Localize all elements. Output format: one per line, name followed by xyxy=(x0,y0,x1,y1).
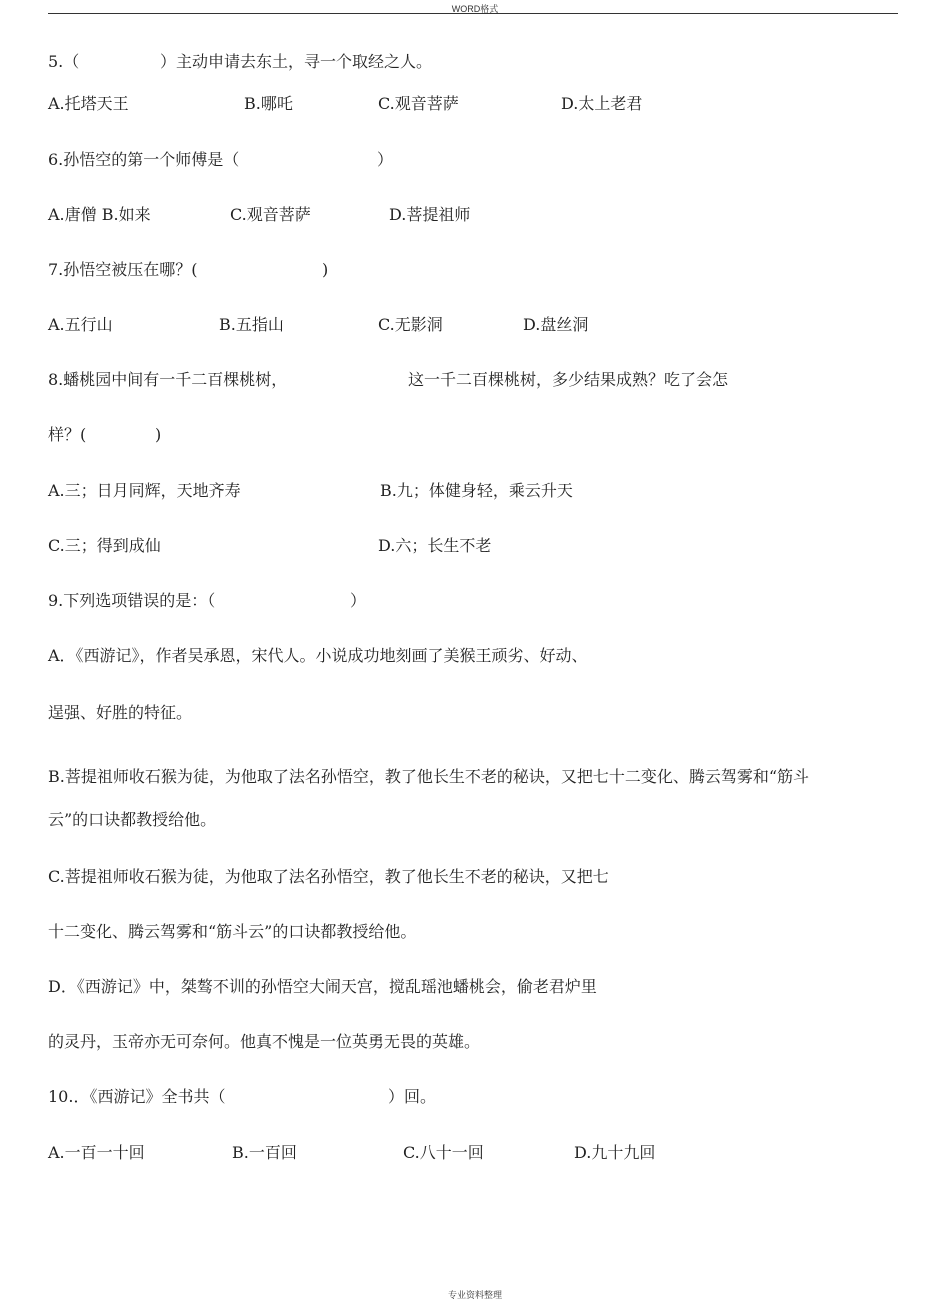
q10-option-b: B.一百回 xyxy=(232,1143,297,1162)
q9-option-d-line1: D．《西游记》中，桀骜不训的孙悟空大闹天宫，搅乱瑶池蟠桃会，偷老君炉里 xyxy=(48,977,597,996)
q8-option-b: B.九；体健身轻，乘云升天 xyxy=(380,481,573,500)
q8-stem-part1: 8.蟠桃园中间有一千二百棵桃树， xyxy=(48,370,288,389)
q8-option-a: A.三；日月同辉，天地齐寿 xyxy=(48,481,241,500)
q8-option-c: C.三；得到成仙 xyxy=(48,536,161,555)
q6-option-ab: A.唐僧 B.如来 xyxy=(48,205,151,224)
q7-option-d: D.盘丝洞 xyxy=(523,315,589,334)
q9-option-c-line2: 十二变化、腾云驾雾和“筋斗云”的口诀都教授给他。 xyxy=(48,922,417,941)
q8-option-d: D.六；长生不老 xyxy=(378,536,492,555)
q5-stem-end: ）主动申请去东土，寻一个取经之人。 xyxy=(160,52,433,71)
q8-stem-part4: ) xyxy=(155,425,162,444)
header-rule xyxy=(48,13,898,14)
q10-option-c: C.八十一回 xyxy=(403,1143,484,1162)
q9-stem-end: ） xyxy=(350,591,367,610)
q10-stem-end: ）回。 xyxy=(388,1087,437,1106)
q7-option-c: C.无影洞 xyxy=(378,315,443,334)
page-footer: 专业资料整理 xyxy=(447,1291,502,1301)
q9-option-c-line1: C.菩提祖师收石猴为徒，为他取了法名孙悟空，教了他长生不老的秘诀，又把七 xyxy=(48,867,609,886)
q9-option-b-line2: 云”的口诀都教授给他。 xyxy=(48,810,217,829)
q9-option-a-line1: A．《西游记》，作者吴承恩，宋代人。小说成功地刻画了美猴王顽劣、好动、 xyxy=(48,646,588,665)
q10-option-a: A.一百一十回 xyxy=(48,1143,145,1162)
q9-option-b-line1: B.菩提祖师收石猴为徒，为他取了法名孙悟空，教了他长生不老的秘诀，又把七十二变化、腾云驾雾和“筋斗 xyxy=(48,767,810,786)
q5-option-a: A.托塔天王 xyxy=(48,94,129,113)
q9-option-a-line2: 逞强、好胜的特征。 xyxy=(48,703,193,722)
q7-option-a: A.五行山 xyxy=(48,315,113,334)
q8-stem-part2: 这一千二百棵桃树，多少结果成熟？吃了会怎 xyxy=(408,370,729,389)
q7-stem-end: ) xyxy=(322,260,329,279)
q5-option-b: B.哪吒 xyxy=(244,94,293,113)
page-header: WORD格式 xyxy=(451,4,499,14)
q5-option-c: C.观音菩萨 xyxy=(378,94,459,113)
q10-option-d: D.九十九回 xyxy=(574,1143,656,1162)
q5-stem-start: 5.（ xyxy=(48,52,80,71)
q6-option-c: C.观音菩萨 xyxy=(230,205,311,224)
q6-stem-end: ） xyxy=(377,150,394,169)
q8-stem-part3: 样？( xyxy=(48,425,87,444)
q9-option-d-line2: 的灵丹，玉帝亦无可奈何。他真不愧是一位英勇无畏的英雄。 xyxy=(48,1032,481,1051)
q5-option-d: D.太上老君 xyxy=(561,94,643,113)
q7-stem-start: 7.孙悟空被压在哪？( xyxy=(48,260,198,279)
q10-stem-start: 10.．《西游记》全书共（ xyxy=(48,1087,226,1106)
q6-stem-start: 6.孙悟空的第一个师傅是（ xyxy=(48,150,240,169)
q6-option-d: D.菩提祖师 xyxy=(389,205,471,224)
q7-option-b: B.五指山 xyxy=(219,315,284,334)
q9-stem-start: 9.下列选项错误的是：（ xyxy=(48,591,216,610)
